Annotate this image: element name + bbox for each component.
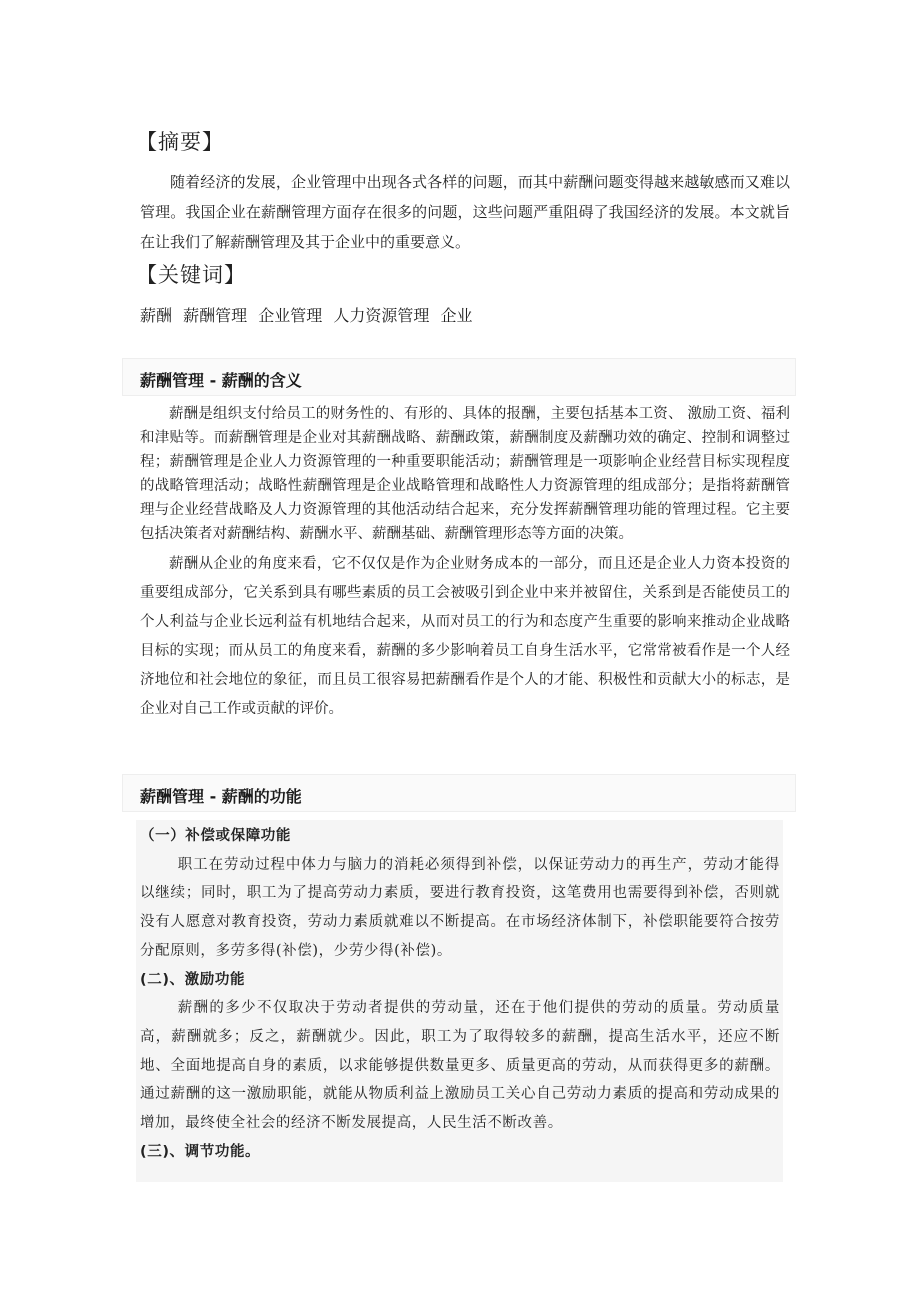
keyword: 人力资源管理 [333,306,430,325]
abstract-text: 随着经济的发展，企业管理中出现各式各样的问题，而其中薪酬问题变得越来越敏感而又难以管理。我国企业在薪酬管理方面存在很多的问题，这些问题严重阻碍了我国经济的发展。本文就旨在让我们了解薪酬管理及其于企业中的重要意义。 [140,173,790,251]
subheading-compensation: （一）补偿或保障功能 [140,828,291,844]
paragraph: 薪酬是组织支付给员工的财务性的、有形的、具体的报酬，主要包括基本工资、 激励工资、福利和津贴等。而薪酬管理是企业对其薪酬战略、薪酬政策，薪酬制度及薪酬功效的确定、控制和调整过程；薪酬管理是企业人力资源管理的一种重要职能活动；薪酬管理是一项影响企业经营目标实现程度的战略管理活动；战略性薪酬管理是企业战略管理和战略性人力资源管理的组成部分；是指将薪酬管理与企业经营战略及人力资源管理的其他活动结合起来，充分发挥薪酬管理功能的管理过程。它主要包括决策者对薪酬结构、薪酬水平、薪酬基础、薪酬管理形态等方面的决策。 [140,406,790,542]
abstract-body [140,167,790,257]
abstract-heading: 【摘要】 [136,130,224,154]
keyword: 企业管理 [258,306,323,325]
keywords-list [140,302,472,330]
section-meaning-body [140,402,790,724]
subheading-incentive: (二)、激励功能 [140,971,246,988]
paragraph: 职工在劳动过程中体力与脑力的消耗必须得到补偿，以保证劳动力的再生产，劳动才能得以继续；同时，职工为了提高劳动力素质，要进行教育投资，这笔费用也需要得到补偿，否则就没有人愿意对教育投资，劳动力素质就难以不断提高。在市场经济体制下，补偿职能要符合按劳分配原则，多劳多得(补偿)，少劳少得(补偿)。 [140,856,780,959]
keyword: 薪酬 [140,306,173,325]
keywords-heading: 【关键词】 [136,263,246,287]
section-title-function: 薪酬管理 - 薪酬的功能 [140,787,302,806]
keyword: 企业 [440,306,473,325]
keyword: 薪酬管理 [183,306,248,325]
subheading-regulation: (三)、调节功能。 [140,1143,261,1160]
paragraph: 薪酬从企业的角度来看，它不仅仅是作为企业财务成本的一部分，而且还是企业人力资本投资的重要组成部分，它关系到具有哪些素质的员工会被吸引到企业中来并被留住，关系到是否能使员工的个人利益与企业长远利益有机地结合起来，从而对员工的行为和态度产生重要的影响来推动企业战略目标的实现；而从员工的角度来看，薪酬的多少影响着员工自身生活水平，它常常被看作是一个人经济地位和社会地位的象征，而且员工很容易把薪酬看作是个人的才能、积极性和贡献大小的标志，是企业对自己工作或贡献的评价。 [140,556,790,717]
paragraph: 薪酬的多少不仅取决于劳动者提供的劳动量，还在于他们提供的劳动的质量。劳动质量高，薪酬就多；反之，薪酬就少。因此，职工为了取得较多的薪酬，提高生活水平，还应不断地、全面地提高自身的素质，以求能够提供数量更多、质量更高的劳动，从而获得更多的薪酬。通过薪酬的这一激励职能，就能从物质利益上激励员工关心自己劳动力素质的提高和劳动成果的增加，最终使全社会的经济不断发展提高，人民生活不断改善。 [140,1000,780,1132]
section-function-body [140,822,780,1166]
section-title-meaning: 薪酬管理 - 薪酬的含义 [140,371,302,390]
